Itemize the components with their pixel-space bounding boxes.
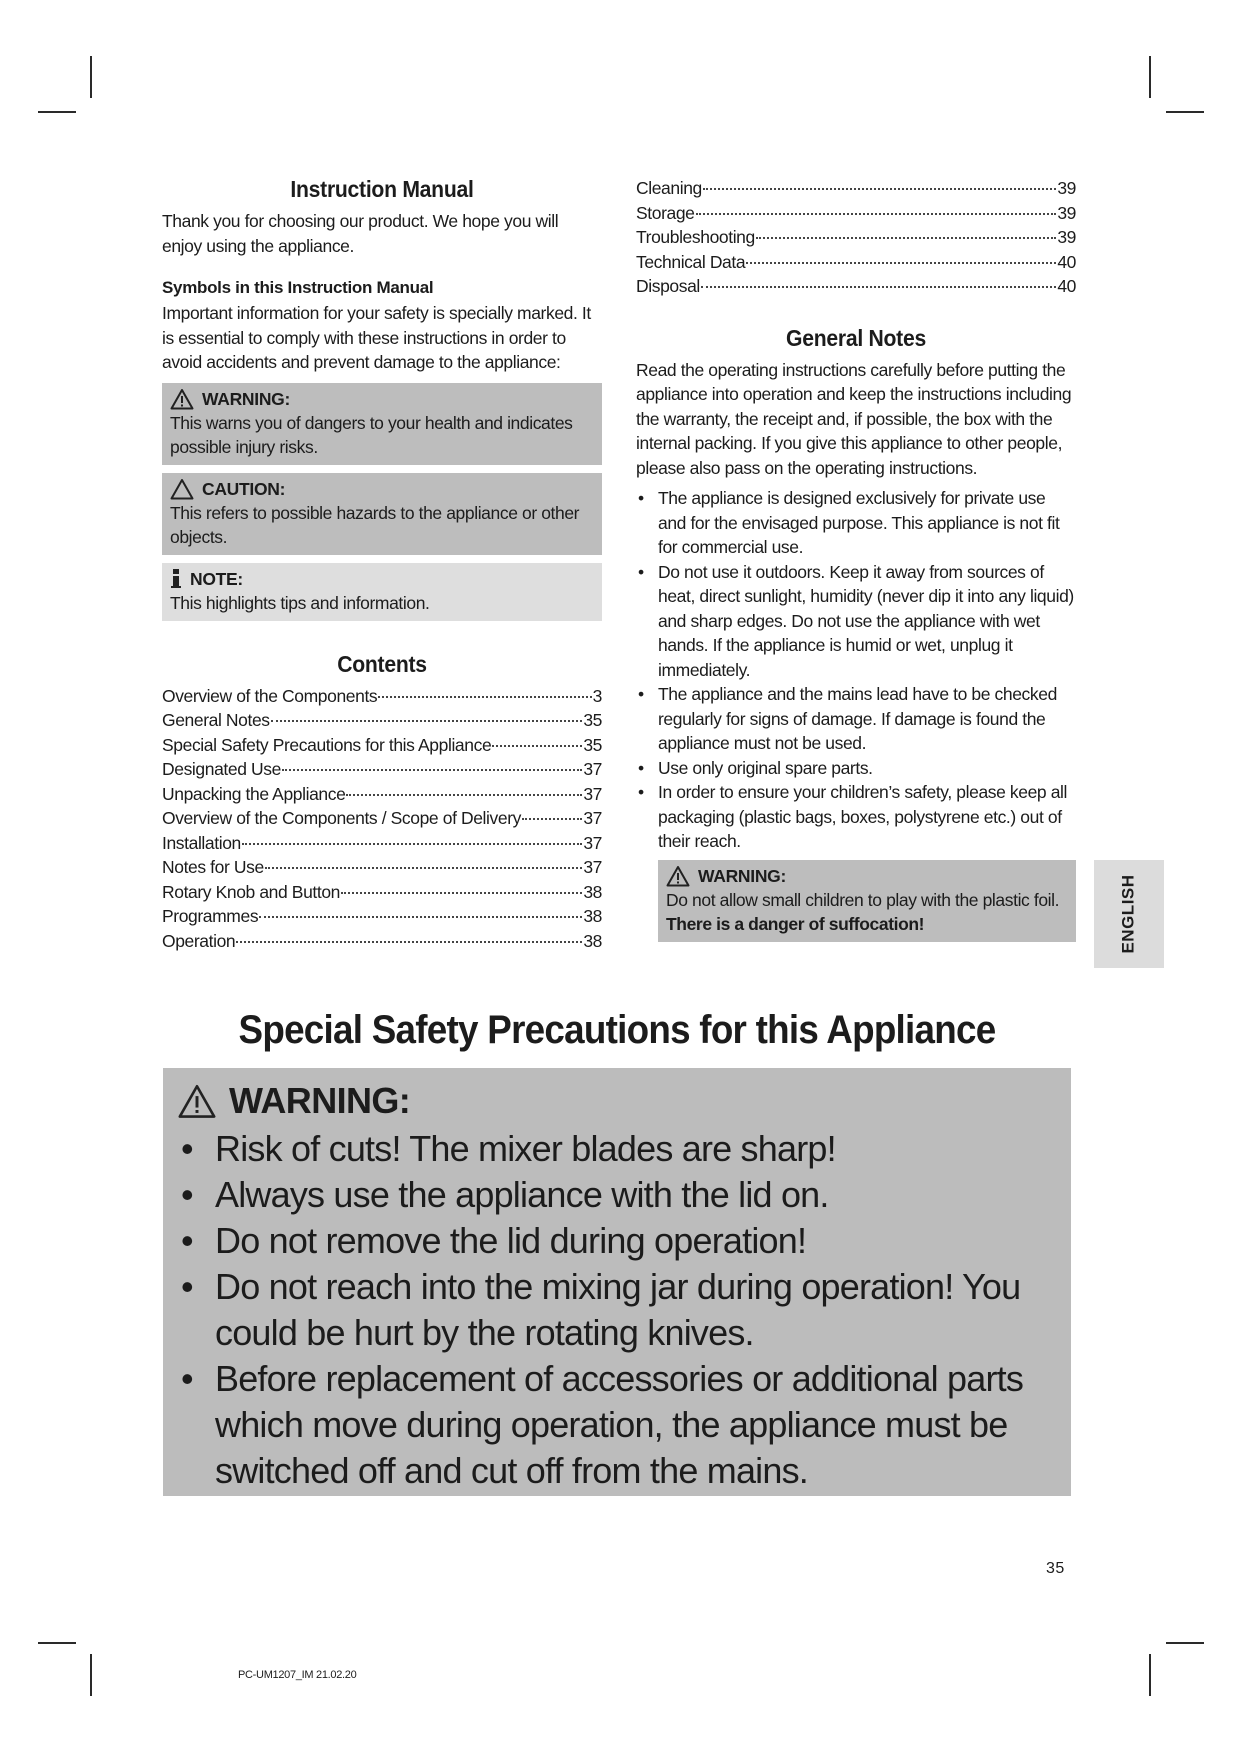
toc-label: Notes for Use xyxy=(162,857,264,877)
warning-text: This warns you of dangers to your health and indicates possible injury risks. xyxy=(170,412,573,457)
manual-title: Instruction Manual xyxy=(290,176,474,202)
toc-label: Rotary Knob and Button xyxy=(162,881,340,902)
toc-row xyxy=(636,225,1076,250)
toc-label: Technical Data xyxy=(636,251,746,272)
toc-label: Programmes xyxy=(162,906,259,926)
toc-page: 35 xyxy=(583,734,602,755)
list-item: • Do not use it outdoors. Keep it away from sources of heat, direct sunlight, humidity (never dip it into any liquid) and sharp edges. Do not use the appliance with wet hands. If the appliance is humid or wet, unplug it immediately. xyxy=(636,560,1076,683)
general-notes-list xyxy=(636,486,1076,854)
list-item: • The appliance and the mains lead have to be checked regularly for signs of damage. If damage is found the appliance must not be used. xyxy=(636,682,1076,756)
crop-mark xyxy=(90,56,92,98)
left-column xyxy=(162,176,602,953)
note-label: NOTE: xyxy=(190,568,243,589)
toc-page: 3 xyxy=(592,685,602,706)
caution-text: This refers to possible hazards to the appliance or other objects. xyxy=(170,502,580,547)
crop-mark xyxy=(38,1642,76,1644)
contents-list xyxy=(162,684,602,954)
toc-row xyxy=(162,757,602,782)
toc-page: 38 xyxy=(583,906,602,926)
warning-triangle-icon xyxy=(666,865,690,887)
toc-page: 37 xyxy=(583,808,602,828)
toc-label: Installation xyxy=(162,832,241,853)
language-tab xyxy=(1094,860,1164,968)
contents-list-continued xyxy=(636,176,1076,299)
right-column xyxy=(636,176,1076,942)
note-box xyxy=(162,563,602,621)
list-item: • The appliance is designed exclusively for private use and for the envisaged purpose. This appliance is not fit for commercial use. xyxy=(636,486,1076,560)
toc-label: Overview of the Components / Scope of Delivery xyxy=(162,808,521,828)
toc-page: 37 xyxy=(583,783,602,804)
list-item: • Do not reach into the mixing jar during operation! You could be hurt by the rotating knives. xyxy=(177,1264,1057,1356)
toc-row xyxy=(636,176,1076,201)
toc-row xyxy=(162,782,602,807)
toc-label: General Notes xyxy=(162,710,270,730)
symbols-text: Important information for your safety is specially marked. It is essential to comply with these instructions in order to avoid accidents and prevent damage to the appliance: xyxy=(162,303,591,372)
toc-label: Troubleshooting xyxy=(636,227,755,247)
caution-label: CAUTION: xyxy=(202,478,286,499)
warning-label: WARNING: xyxy=(202,388,291,409)
safety-warning-label: WARNING: xyxy=(229,1080,411,1121)
crop-mark xyxy=(90,1654,92,1696)
toc-page: 38 xyxy=(583,881,602,902)
crop-mark xyxy=(38,111,76,113)
list-item: • Before replacement of accessories or additional parts which move during operation, the appliance must be switched off and cut off from the mains. xyxy=(177,1356,1057,1494)
caution-triangle-icon xyxy=(170,478,194,500)
toc-label: Special Safety Precautions for this Appliance xyxy=(162,734,492,755)
list-item: • Do not remove the lid during operation! xyxy=(177,1218,1057,1264)
toc-label: Overview of the Components xyxy=(162,685,378,706)
list-item: • Risk of cuts! The mixer blades are sharp! xyxy=(177,1126,1057,1172)
toc-row xyxy=(162,708,602,733)
safety-list xyxy=(177,1126,1057,1494)
toc-row xyxy=(162,929,602,954)
general-notes-title: General Notes xyxy=(786,324,926,351)
safety-warning-box xyxy=(163,1068,1071,1496)
contents-title: Contents xyxy=(337,650,427,677)
toc-label: Unpacking the Appliance xyxy=(162,783,346,804)
toc-row xyxy=(636,201,1076,226)
symbols-heading: Symbols in this Instruction Manual xyxy=(162,278,434,297)
toc-row xyxy=(162,806,602,831)
intro-text: Thank you for choosing our product. We hope you will enjoy using the appliance. xyxy=(162,211,559,256)
toc-row xyxy=(162,733,602,758)
toc-page: 40 xyxy=(1057,276,1076,296)
safety-title: Special Safety Precautions for this Appliance xyxy=(238,1008,996,1052)
footer-code: PC-UM1207_IM 21.02.20 xyxy=(238,1669,357,1681)
crop-mark xyxy=(1166,1642,1204,1644)
warning-triangle-icon xyxy=(170,388,194,410)
warning-triangle-icon xyxy=(177,1083,217,1119)
toc-label: Storage xyxy=(636,202,695,223)
list-item: • Always use the appliance with the lid on. xyxy=(177,1172,1057,1218)
warning-text: Do not allow small children to play with the plastic foil. xyxy=(666,889,1060,910)
caution-box xyxy=(162,473,602,555)
warning-bold-text: There is a danger of suffocation! xyxy=(666,913,925,934)
warning-label: WARNING: xyxy=(698,865,787,886)
toc-page: 39 xyxy=(1057,227,1076,247)
toc-row xyxy=(162,831,602,856)
toc-row xyxy=(636,250,1076,275)
toc-page: 37 xyxy=(583,857,602,877)
page-number: 35 xyxy=(1046,1560,1065,1577)
list-item: • Use only original spare parts. xyxy=(636,756,1076,781)
toc-page: 40 xyxy=(1057,251,1076,272)
language-tab-label: ENGLISH xyxy=(1119,874,1138,954)
info-icon xyxy=(170,569,182,589)
crop-mark xyxy=(1149,56,1151,98)
toc-label: Cleaning xyxy=(636,178,702,198)
toc-page: 37 xyxy=(583,832,602,853)
list-item: • In order to ensure your children’s safety, please keep all packaging (plastic bags, boxes, polystyrene etc.) out of their reach. xyxy=(636,780,1076,854)
toc-page: 37 xyxy=(583,759,602,779)
toc-label: Operation xyxy=(162,930,236,951)
toc-row xyxy=(162,855,602,880)
toc-row xyxy=(636,274,1076,299)
note-text: This highlights tips and information. xyxy=(170,592,430,613)
toc-page: 35 xyxy=(583,710,602,730)
toc-row xyxy=(162,904,602,929)
toc-page: 38 xyxy=(583,930,602,951)
general-notes-text: Read the operating instructions carefully before putting the appliance into operation and keep the instructions including the warranty, the receipt and, if possible, the box with the internal packing. If you give this appliance to other people, please also pass on the operating instructions. xyxy=(636,359,1072,478)
toc-label: Designated Use xyxy=(162,759,281,779)
toc-page: 39 xyxy=(1057,178,1076,198)
crop-mark xyxy=(1166,111,1204,113)
toc-row xyxy=(162,684,602,709)
toc-row xyxy=(162,880,602,905)
toc-label: Disposal xyxy=(636,276,700,296)
toc-page: 39 xyxy=(1057,202,1076,223)
crop-mark xyxy=(1149,1654,1151,1696)
suffocation-warning-box xyxy=(658,860,1076,942)
warning-box xyxy=(162,383,602,465)
